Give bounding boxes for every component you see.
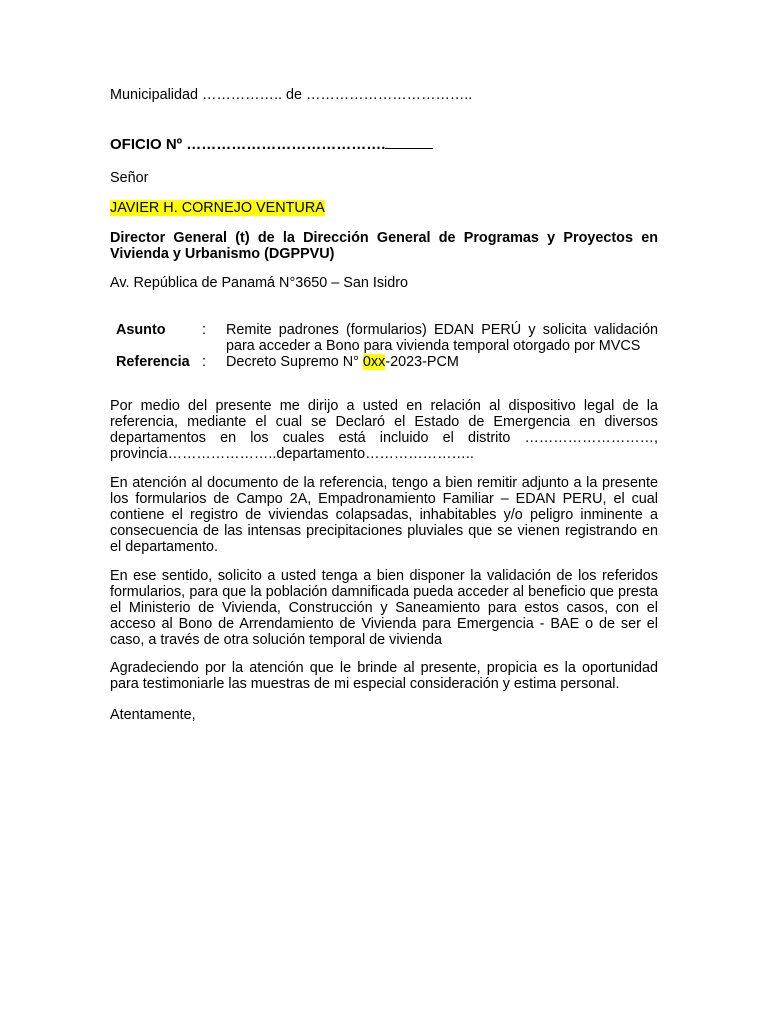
- body-paragraph-3: En ese sentido, solicito a usted tenga a bien disponer la validación de los referidos formularios, para que la población damnificada pueda acceder al beneficio que presta el Ministerio de Vivienda, Construcción y Saneamiento para estos casos, con el acceso al Bono de Arrendamiento de Vivienda para Emergencia - BAE o de ser el caso, a través de otra solución temporal de vivienda: [110, 568, 658, 648]
- body-paragraph-1: Por medio del presente me dirijo a usted en relación al dispositivo legal de la referencia, mediante el cual se Declaró el Estado de Emergencia en diversos departamentos en los cuales está incluido el distrito ………………………, provincia…………………..departamento…………………..: [110, 398, 658, 462]
- reference-colon: :: [202, 354, 206, 370]
- reference-text: [226, 354, 658, 370]
- reference-number-highlight: 0xx: [362, 354, 386, 370]
- municipality-line: Municipalidad …………….. de ……………………………..: [110, 87, 473, 103]
- oficio-text: OFICIO Nº ………………………………….: [110, 136, 386, 153]
- reference-suffix: -2023-PCM: [385, 354, 459, 370]
- recipient-name-line: [110, 200, 658, 216]
- reference-prefix: Decreto Supremo N°: [226, 354, 363, 370]
- recipient-address: Av. República de Panamá N°3650 – San Isidro: [110, 275, 409, 291]
- closing: Atentamente,: [110, 707, 196, 723]
- reference-label: Referencia: [116, 354, 190, 370]
- recipient-name: JAVIER H. CORNEJO VENTURA: [110, 200, 325, 216]
- oficio-underline: [385, 147, 433, 149]
- oficio-number-line: [110, 137, 658, 153]
- body-paragraph-4: Agradeciendo por la atención que le brinde al presente, propicia es la oportunidad para testimoniarle las muestras de mi especial consideración y estima personal.: [110, 660, 658, 692]
- subject-colon: :: [202, 322, 206, 338]
- body-paragraph-2: En atención al documento de la referencia, tengo a bien remitir adjunto a la presente los formularios de Campo 2A, Empadronamiento Familiar – EDAN PERU, el cual contiene el registro de viviendas colapsadas, inhabitables y/o peligro inminente a consecuencia de las intensas precipitaciones pluviales que se vienen registrando en el departamento.: [110, 475, 658, 555]
- subject-row: [110, 322, 658, 354]
- recipient-title: Director General (t) de la Dirección General de Programas y Proyectos en Vivienda y Urbanismo (DGPPVU): [110, 230, 658, 262]
- reference-row: [110, 354, 658, 370]
- reference-block: [110, 322, 658, 370]
- subject-text: Remite padrones (formularios) EDAN PERÚ y solicita validación para acceder a Bono para vivienda temporal otorgado por MVCS: [226, 322, 658, 354]
- subject-label: Asunto: [116, 322, 166, 338]
- salutation: Señor: [110, 170, 149, 186]
